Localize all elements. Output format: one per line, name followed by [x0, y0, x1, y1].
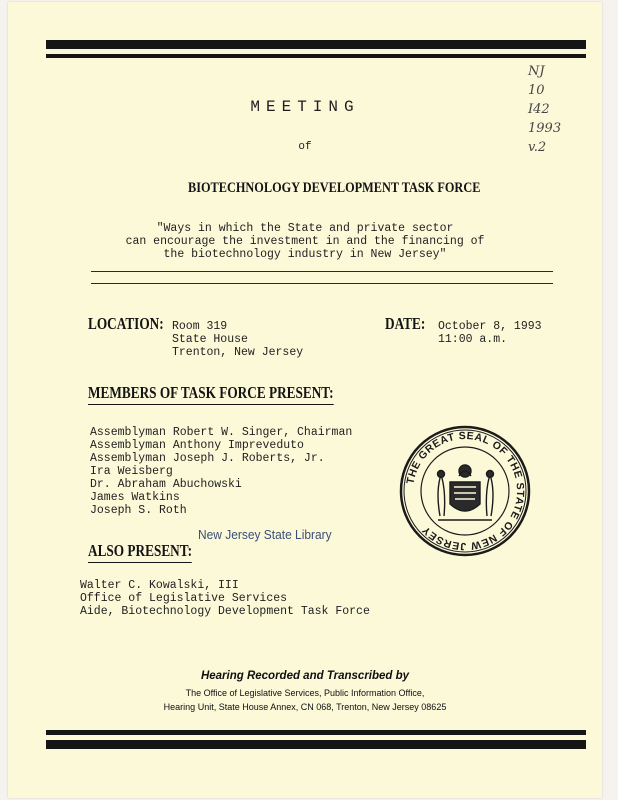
subject-line: "Ways in which the State and private sector — [156, 222, 454, 235]
location-line: State House — [172, 333, 248, 346]
task-force-title: BIOTECHNOLOGY DEVELOPMENT TASK FORCE — [188, 180, 481, 196]
of-text: of — [298, 141, 312, 153]
member-item: Assemblyman Joseph J. Roberts, Jr. — [90, 452, 325, 465]
top-rule-thin — [46, 54, 586, 58]
date-label: DATE: — [385, 314, 426, 333]
footer-line: The Office of Legislative Services, Public Information Office, — [185, 688, 425, 698]
handwritten-line: v.2 — [528, 140, 547, 155]
date-line: October 8, 1993 — [438, 320, 542, 333]
member-item: Dr. Abraham Abuchowski — [90, 478, 242, 491]
divider-line — [91, 271, 553, 272]
also-present-line: Walter C. Kowalski, III — [80, 579, 239, 592]
document-page — [8, 2, 602, 798]
bottom-rule-thin — [46, 730, 586, 735]
location-details — [172, 320, 303, 359]
members-list — [90, 426, 352, 517]
bottom-rule-thick — [46, 740, 586, 749]
subject-line: the biotechnology industry in New Jersey" — [163, 248, 447, 261]
handwritten-line: 1993 — [528, 121, 562, 136]
date-details — [438, 320, 542, 346]
also-present-list — [80, 579, 370, 618]
handwritten-line: I42 — [528, 102, 550, 117]
library-stamp: New Jersey State Library — [198, 527, 332, 542]
member-item: James Watkins — [90, 491, 180, 504]
member-item: Assemblyman Anthony Impreveduto — [90, 439, 304, 452]
member-item: Joseph S. Roth — [90, 504, 187, 517]
time-line: 11:00 a.m. — [438, 333, 508, 346]
seal-text: THE GREAT SEAL OF THE STATE OF NEW JERSEY — [404, 429, 527, 553]
location-label: LOCATION: — [88, 314, 164, 333]
handwritten-line: NJ — [528, 64, 545, 79]
state-seal-icon — [398, 424, 532, 558]
handwritten-line: 10 — [528, 83, 545, 98]
footer-line: Hearing Unit, State House Annex, CN 068, Trenton, New Jersey 08625 — [163, 702, 447, 712]
divider-line — [91, 283, 553, 284]
also-present-heading: ALSO PRESENT: — [88, 541, 192, 563]
subject-line: can encourage the investment in and the financing of — [125, 235, 485, 248]
hearing-subject — [8, 222, 602, 261]
also-present-line: Aide, Biotechnology Development Task Force — [80, 605, 370, 618]
member-item: Assemblyman Robert W. Singer, Chairman — [90, 426, 353, 439]
member-item: Ira Weisberg — [90, 465, 173, 478]
location-line: Room 319 — [172, 320, 228, 333]
location-line: Trenton, New Jersey — [172, 346, 304, 359]
also-present-line: Office of Legislative Services — [80, 592, 288, 605]
members-heading: MEMBERS OF TASK FORCE PRESENT: — [88, 383, 334, 405]
meeting-title: MEETING — [250, 98, 360, 116]
top-rule-thick — [46, 40, 586, 49]
footer-heading: Hearing Recorded and Transcribed by — [200, 670, 410, 682]
